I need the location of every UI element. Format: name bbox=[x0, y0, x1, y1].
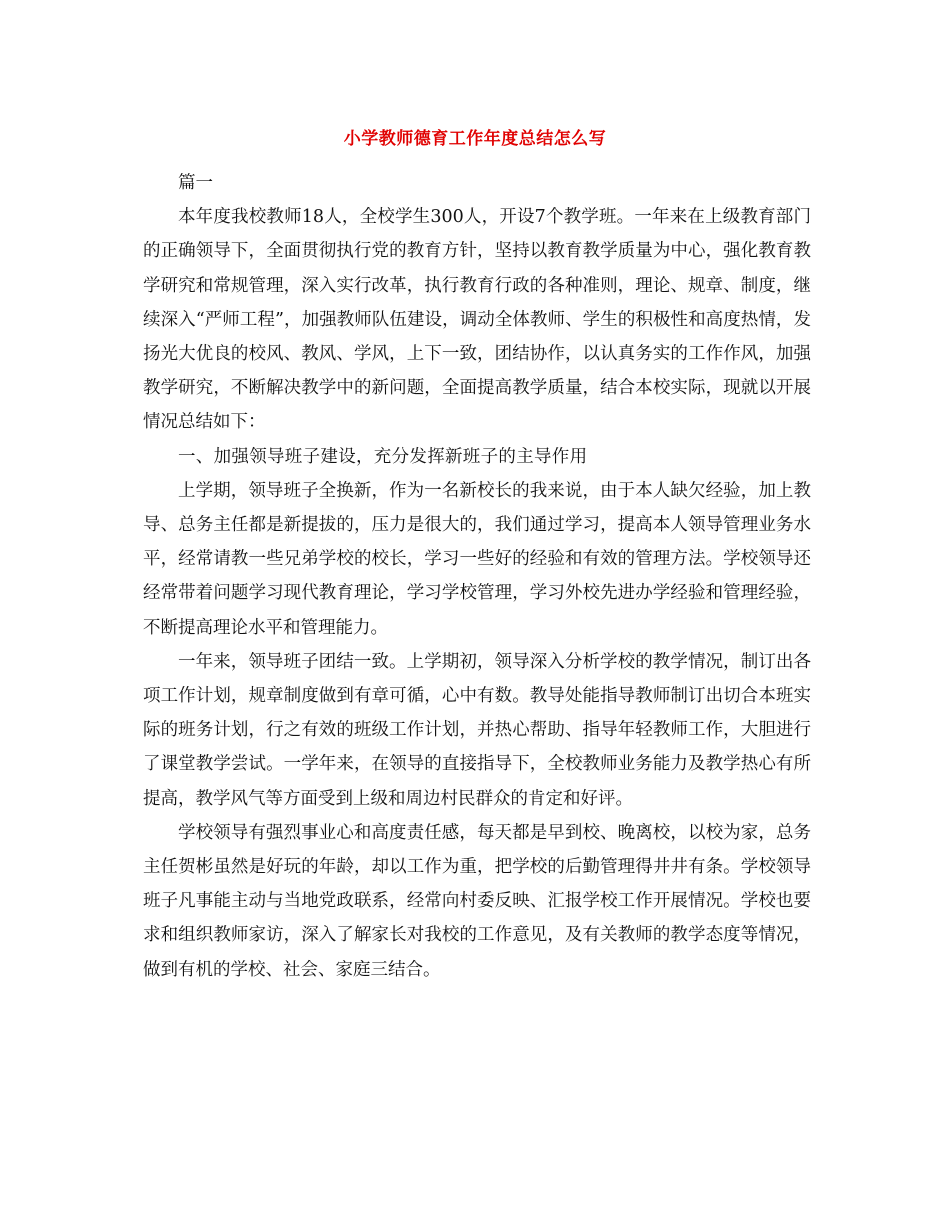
document-title: 小学教师德育工作年度总结怎么写 bbox=[343, 129, 607, 149]
body-paragraph: 学校领导有强烈事业心和高度责任感，每天都是早到校、晚离校，以校为家，总务主任贺彬虽然是好玩的年龄，却以工作为重，把学校的后勤管理得井井有条。学校领导班子凡事能主动与当地党政联系，经常向村委反映、汇报学校工作开展情况。学校也要求和组织教师家访，深入了解家长对我校的工作意见，及有关教师的教学态度等情况，做到有机的学校、社会、家庭三结合。 bbox=[143, 822, 811, 980]
body-paragraph: 本年度我校教师18人，全校学生300人，开设7个教学班。一年来在上级教育部门的正确领导下，全面贯彻执行党的教育方针，坚持以教育教学质量为中心，强化教育教学研究和常规管理，深入实行改革，执行教育行政的各种准则，理论、规章、制度，继续深入“严师工程”，加强教师队伍建设，调动全体教师、学生的积极性和高度热情，发扬光大优良的校风、教风、学风，上下一致，团结协作，以认真务实的工作作风，加强教学研究，不断解决教学中的新问题，全面提高教学质量，结合本校实际，现就以开展情况总结如下： bbox=[143, 207, 811, 433]
section-label: 篇一 bbox=[178, 173, 213, 193]
body-paragraph: 上学期，领导班子全换新，作为一名新校长的我来说，由于本人缺欠经验，加上教导、总务主任都是新提拔的，压力是很大的，我们通过学习，提高本人领导管理业务水平，经常请教一些兄弟学校的校长，学习一些好的经验和有效的管理方法。学校领导还经常带着问题学习现代教育理论，学习学校管理，学习外校先进办学经验和管理经验，不断提高理论水平和管理能力。 bbox=[143, 480, 811, 638]
section-heading: 一、加强领导班子建设，充分发挥新班子的主导作用 bbox=[178, 446, 588, 467]
body-paragraph: 一年来，领导班子团结一致。上学期初，领导深入分析学校的教学情况，制订出各项工作计划，规章制度做到有章可循，心中有数。教导处能指导教师制订出切合本班实际的班务计划，行之有效的班级工作计划，并热心帮助、指导年轻教师工作，大胆进行了课堂教学尝试。一学年来，在领导的直接指导下，全校教师业务能力及教学热心有所提高，教学风气等方面受到上级和周边村民群众的肯定和好评。 bbox=[143, 651, 811, 809]
document-body bbox=[143, 166, 811, 987]
